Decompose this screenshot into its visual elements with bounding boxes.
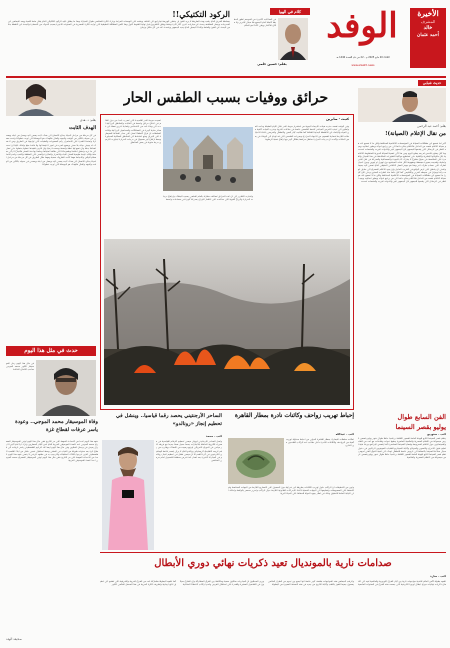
bottom-body-3: ويرى المحللون ان المباريات ستكون صعبة ومتكافئة بين الفرق المشاركة وان الفارق سيكون في التفاصيل الصغيرة والقدرة على استغلال الفرص وعدم ارتكاب الاخطاء الدفاعية	[180, 580, 264, 587]
bottom-body-2: وتترقب الجماهير هذه المواجهات بشغف كبير خاصة انها تجمع بين نجوم من الطراز العالمي يسعون جميعا للفوز باللقب وكتابة التاريخ من جديد في هذه النسخة المميزة من البطولة	[268, 580, 354, 587]
airport-headline: إحباط تهريب زواحف وكائنات نادرة بمطار القاهرة	[234, 413, 354, 419]
cinema-body: ينظم قصر السينما التابع للهيئة العامة لقصور الثقافة برنامجا حافلا طوال شهر يوليو يتضمن عرض مجموعة من الافلام المصرية والعالمية المتميزة يعقبها ندوات ونقاشات مع عدد من النقاد والسينمائيين حول الافلام المعروضة وقضايا السينما المعاصرة كما يتضمن البرنامج ورشا فنية لتعليم فنون الاخراج والتصوير والمونتاج وكتابة السيناريو للشباب الموهوبين الراغبين في دخول مجال صناعة السينما بالاضافة الى عروض خاصة للاطفال تهدف الى تنمية الذوق الفني لديهم ينظم قصر السينما التابع للهيئة العامة لقصور الثقافة برنامجا حافلا طوال شهر يوليو يتضمن عرض مجموعة من الافلام المصرية والعالمية	[358, 437, 446, 460]
supervisor-label: المشرف	[420, 19, 436, 24]
right-column-title: من نقال الإعلام (الصيانة)!	[385, 131, 446, 137]
airport-body-a: تمكنت سلطات الجمارك بمطار القاهرة الدولي من احباط محاولة تهريب كمية من الزواحف والكائنات النادرة داخل حقائب احد الركاب القادمين من الخارج	[286, 438, 354, 448]
top-divider	[6, 76, 446, 78]
messi-byline: كتب - محمد	[205, 434, 222, 438]
cinema-headline-1: الفن السابع طوال	[397, 413, 446, 421]
supervisor-name1: خالد	[423, 25, 433, 31]
author-photo	[278, 18, 308, 60]
reptile-photo	[228, 438, 284, 484]
musician-photo	[36, 360, 96, 416]
messi-headline: الساحر الأرجنتيني يحصد رقما قياسيا.. وينشل في تحطيم إنجاز «رونالدو»	[115, 413, 222, 427]
main-body-col1: تسببت موجة الحر الشديدة التي تضرب عددا من دول العالم في اندلاع حرائق واسعة في الغابات والمناطق الزراعية ادت الى وفاة عدد من الاشخاص واصابة اخرين فضلا عن خسائر مادية كبيرة في الممتلكات والمحاصيل الزراعية وقالت السلطات ان فرق الاطفاء تعمل على مدار الساعة للسيطرة على النيران ومنع امتدادها الى المناطق السكنية المجاورة وسط ارتفاع غير مسبوق في درجات الحرارة تجاوزت الاربعين درجة مئوية في بعض المناطق	[105, 119, 161, 145]
top-column-kicker: كلام في الهوا	[270, 8, 310, 15]
top-column-box	[234, 8, 310, 72]
top-column-author: بقلم: حسين حلمي	[257, 62, 287, 66]
main-story-frame	[100, 114, 354, 410]
messi-body: واصل الساحر الارجنتيني ليونيل ميسي تحطيم الارقام القياسية في مسيرته الكروية الحافلة بالانجازات بعدما سجل هدفا جديدا مع فريقه انتر ميامي في الدوري الامريكي ليرفع رصيده من الاهداف ويقترب من رقم غريمه التقليدي كريستيانو رونالدو الذي لا يزال يتصدر قائمة الهدافين التاريخيين في كرة القدم الا ان ميسي فشل في تحطيم انجاز رونالدو في المباراة الاخيرة بعد اهدار عدة فرص محققة للتسجيل امام مرمى المنافس	[156, 440, 222, 463]
left-column	[6, 80, 96, 342]
right-column	[358, 80, 446, 440]
bottom-body-4: كما تشهد البطولة مشاركة عدد من الفرق العربية والافريقية التي تطمح الى تحقيق نتائج ايجابية وتشريف الكرة العربية في هذا المحفل العالمي الكبير	[100, 580, 176, 587]
obituary-headline: وفاة الموسيقار محمد الموجي.. وعودة ياسر عرفات لقطاع غزة	[15, 419, 98, 433]
left-column-title: الهدف الثابت	[68, 125, 96, 131]
bottom-byline: كتب - سارة	[430, 574, 446, 578]
musician-caption: في مثل هذا اليوم رحل الموسيقار الكبير محمد الموجي صاحب الالحان الخالدة	[6, 362, 34, 372]
wildfire-photo	[104, 239, 350, 405]
airport-body-b: وتبين من التحقيقات ان الراكب حاول تهريب الكائنات بطريقة غير شرعية دون الحصول على التصاريح اللازمة من الجهات المختصة وتم التحفظ على المضبوطات وتسليمها الى الجهات المعنية لاتخاذ الاجراءات القانونية اللازمة حيال الراكب وتحرير محضر بالواقعة واحالته الى النيابة العامة للتحقيق وذلك في اطار جهود الدولة للحفاظ على الحياة البرية	[228, 486, 354, 496]
obituary-body: شهد هذا اليوم عددا من الاحداث المهمة على مر التاريخ ففي مثل هذا اليوم توفي الموسيقار المصري محمد الموجي احد اعمدة الموسيقى العربية الذي لحن لكبار المطربين وترك ارثا فنيا كبيرا لا يزال يعيش في وجدان الملايين وفي مثل هذا اليوم ايضا عاد الزعيم الفلسطيني ياسر عرفات الى قطاع غزة بعد سنوات طويلة من الغياب في المنفى وسط استقبال شعبي حافل من ابناء الشعب الفلسطيني الذين خرجوا بالالاف لاستقباله والترحيب به في مشهد تاريخي لا ينسى شهد هذا اليوم عددا من الاحداث المهمة على مر التاريخ ففي مثل هذا اليوم توفي الموسيقار المصري محمد الموجي احد اعمدة الموسيقى العربية	[6, 440, 98, 463]
cinema-byline: كتب - ستوديو	[427, 432, 446, 436]
main-headline: حرائق ووفيات بسبب الطقس الحار	[123, 90, 329, 106]
main-byline: كتبت - صابرين	[326, 117, 349, 121]
footer-label: صحيفة الوفد	[6, 637, 22, 641]
right-column-kicker: حديث شبابي	[418, 80, 446, 86]
bottom-headline: صدامات نارية بالمونديال تعيد ذكريات نهائي دوري الأبطال	[154, 558, 392, 569]
masthead	[318, 4, 446, 74]
event-band: حدث في مثل هذا اليوم	[6, 346, 96, 356]
top-column-title: الركود التكتيكي!!	[172, 9, 230, 19]
top-column-body: ببساطة الفريق الذي يلعب بهذه الطريقة لا يريد الفوز بل يخشى الهزيمة فيتراجع الى الخلف ويعتمد على الهجمات المرتدة ويترك الكرة للمنافس طوال المباراة وهذا ما يطلق عليه الركود التكتيكي الذي يقتل متعة اللعبة ويبعد الجماهير عن المدرجات ويجعل المشاهد يبحث عن مباريات اخرى اكثر اثارة ومتعة ويغلق التلفزيون قبل نهاية الشوط الاول وهنا تكمن المشكلة الحقيقية التي تواجه الكرة المصرية في السنوات الاخيرة بسبب الخوف من الخسارة والبحث عن النقطة بدلا من البحث عن الفوز والمتعة والاداء الجميل الذي يحبه الجمهور ويتحدث عنه في كل مكان وزمان	[8, 20, 230, 30]
cinema-story	[358, 412, 446, 548]
logo: الوفد	[326, 6, 398, 46]
messi-photo	[102, 440, 154, 550]
main-body-col2: وفي الوقت نفسه حذرت هيئات الارصاد الجوية من استمرار موجة الحر خلال الايام المقبلة ودعت المواطنين الى تجنب التعرض المباشر لاشعة الشمس خاصة في ساعات الذروة وشرب كميات كافية من المياه والابتعاد عن الانشطة البدنية الشاقة كما طالبت كبار السن والاطفال والمرضى باتخاذ الاحتياطات اللازمة لحماية انفسهم من الاجهاد الحراري وضربات الشمس التي قد تؤدي الى الوفاة في بعض الحالات واكدت ان درجات الحرارة ستظل مرتفعة بشكل كبير مع ارتفاع نسبة الرطوبة	[255, 125, 349, 141]
castle-photo	[163, 127, 253, 191]
date-line: الثلاثاء 20 مايو 2025 م - 22 من ذي القعدة 1446 هـ	[336, 56, 390, 59]
top-column-box-body: فى الساعات الأخيرة من الموسم تظهر الحقيقة كاملة أمام الجميع فلا مجال للتبرير ولا مكان للأعذار ويبقى الأداء هو الحكم	[234, 18, 276, 28]
bottom-body-1: تشهد بطولة كأس العالم للاندية مواجهات نارية بين كبار الفرق الاوروبية والعالمية تعيد الى الاذهان ذكريات نهائيات دوري ابطال اوروبا التاريخية التي جمعت هذه الفرق في السنوات الماضية	[358, 580, 446, 587]
right-column-body: كثيرا ما نسمع عن مشكلات الصيانة في المؤسسات الاعلامية المختلفة ولكن ما لا نسمع عنه هو صيانة الاعلام نفسه من الداخل فالاعلام يحتاج دائما الى من يراجع ادواته ويطور اساليبه ويعيد النظر في الرسائل التي يقدمها للجمهور لان الجمهور تغير والادوات تغيرت والمنصات تعددت وما كان يصلح بالامس لم يعد يصلح اليوم ومن هنا تأتي اهمية الصيانة الدورية للمنظومة الاعلامية بكل مكوناتها البشرية والتقنية حتى تستطيع مواكبة التطورات المتلاحقة في هذا المجال والقدرة على المنافسة في سوق مفتوح لا يعترف الا بالجودة والمصداقية والسرعة في نقل الخبر وتحليله وتقديمه بصورة مبسطة ومفهومة لكل فئات المجتمع دون تهويل او تهوين ودون انحياز لطرف على حساب طرف اخر وهذا هو جوهر العمل الاعلامي الحقيقي الذي نسعى اليه جميعا ونتمنى ان يتحقق على ارض الواقع في القريب العاجل وان يعود الاعلام المصري الى سابق عهده رائدا ومؤثرا في محيطه العربي والاقليمي كما كان دائما منذ عشرات السنين وحتى الان كثيرا ما نسمع عن مشكلات الصيانة في المؤسسات الاعلامية المختلفة ولكن ما لا نسمع عنه هو صيانة الاعلام نفسه من الداخل فالاعلام يحتاج دائما الى من يراجع ادواته ويطور اساليبه ويعيد النظر في الرسائل التي يقدمها للجمهور لان الجمهور تغير والادوات تغيرت والمنصات تعددت	[358, 142, 446, 184]
url-line: www.alwafd.news	[351, 64, 375, 67]
bottom-divider	[100, 552, 446, 553]
right-column-byline: بقلم: أحمد عبد الرحمن	[417, 124, 446, 128]
right-author-photo	[358, 88, 446, 122]
main-body-col3: واشارت التقارير الى ان عدد الحرائق تضاعف مقارنة بالعام الماضي بسبب الجفاف وارتفاع درجات الحرارة والرياح القوية التي ساعدت على انتشار النيران بسرعة كبيرة في مساحات واسعة	[163, 195, 253, 202]
left-column-byline: بقلم: د. هدى	[79, 118, 96, 122]
masthead-side	[410, 8, 446, 68]
cinema-headline-2: يوليو بقصر السينما	[395, 423, 446, 431]
left-author-photo	[6, 80, 96, 116]
supervisor-name2: أحمد عثمان	[417, 33, 439, 38]
left-column-body: في كل مرحلة من مراحل الحياة يحتاج الانسان الى هدف ثابت يسعى اليه ويعمل من اجله ويضحي في سبيله بالكثير من الوقت والجهد والمال فالهدف هو البوصلة التي توجه خطواتنا وتحدد مسارنا وتمنحنا القدرة على الاستمرار رغم الصعوبات والعقبات التي تواجهنا في الطريق ومن لا هدف له يعيش حياته بلا معنى ويضيع عمره في امور لا قيمة لها ولا فائدة منها ولذلك علينا ان نحدد اهدافنا بدقة وان نضع لها خطة واضحة ومحددة زمنيا وان نلتزم بتنفيذها خطوة بخطوة حتى نصل الى ما نريد ونحقق احلامنا وطموحاتنا التي طالما تمنيناها وحلمنا بها منذ الصغر فالنجاح لا يأتي صدفة ولكنه نتيجة طبيعية للعمل الجاد والاصرار والمثابرة والصبر على المشقة والتعب وعدم الاستسلام لليأس والاحباط مهما كانت الظروف صعبة ومهما طال الطريق في كل مرحلة من مراحل الحياة يحتاج الانسان الى هدف ثابت يسعى اليه ويعمل من اجله ويضحي في سبيله بالكثير من الوقت والجهد والمال فالهدف هو البوصلة التي توجه خطواتنا	[6, 134, 96, 166]
top-column-text	[8, 8, 230, 72]
airport-byline: كتب - عبدالله	[335, 432, 354, 436]
akhira-label: الأخيرة	[417, 9, 439, 18]
